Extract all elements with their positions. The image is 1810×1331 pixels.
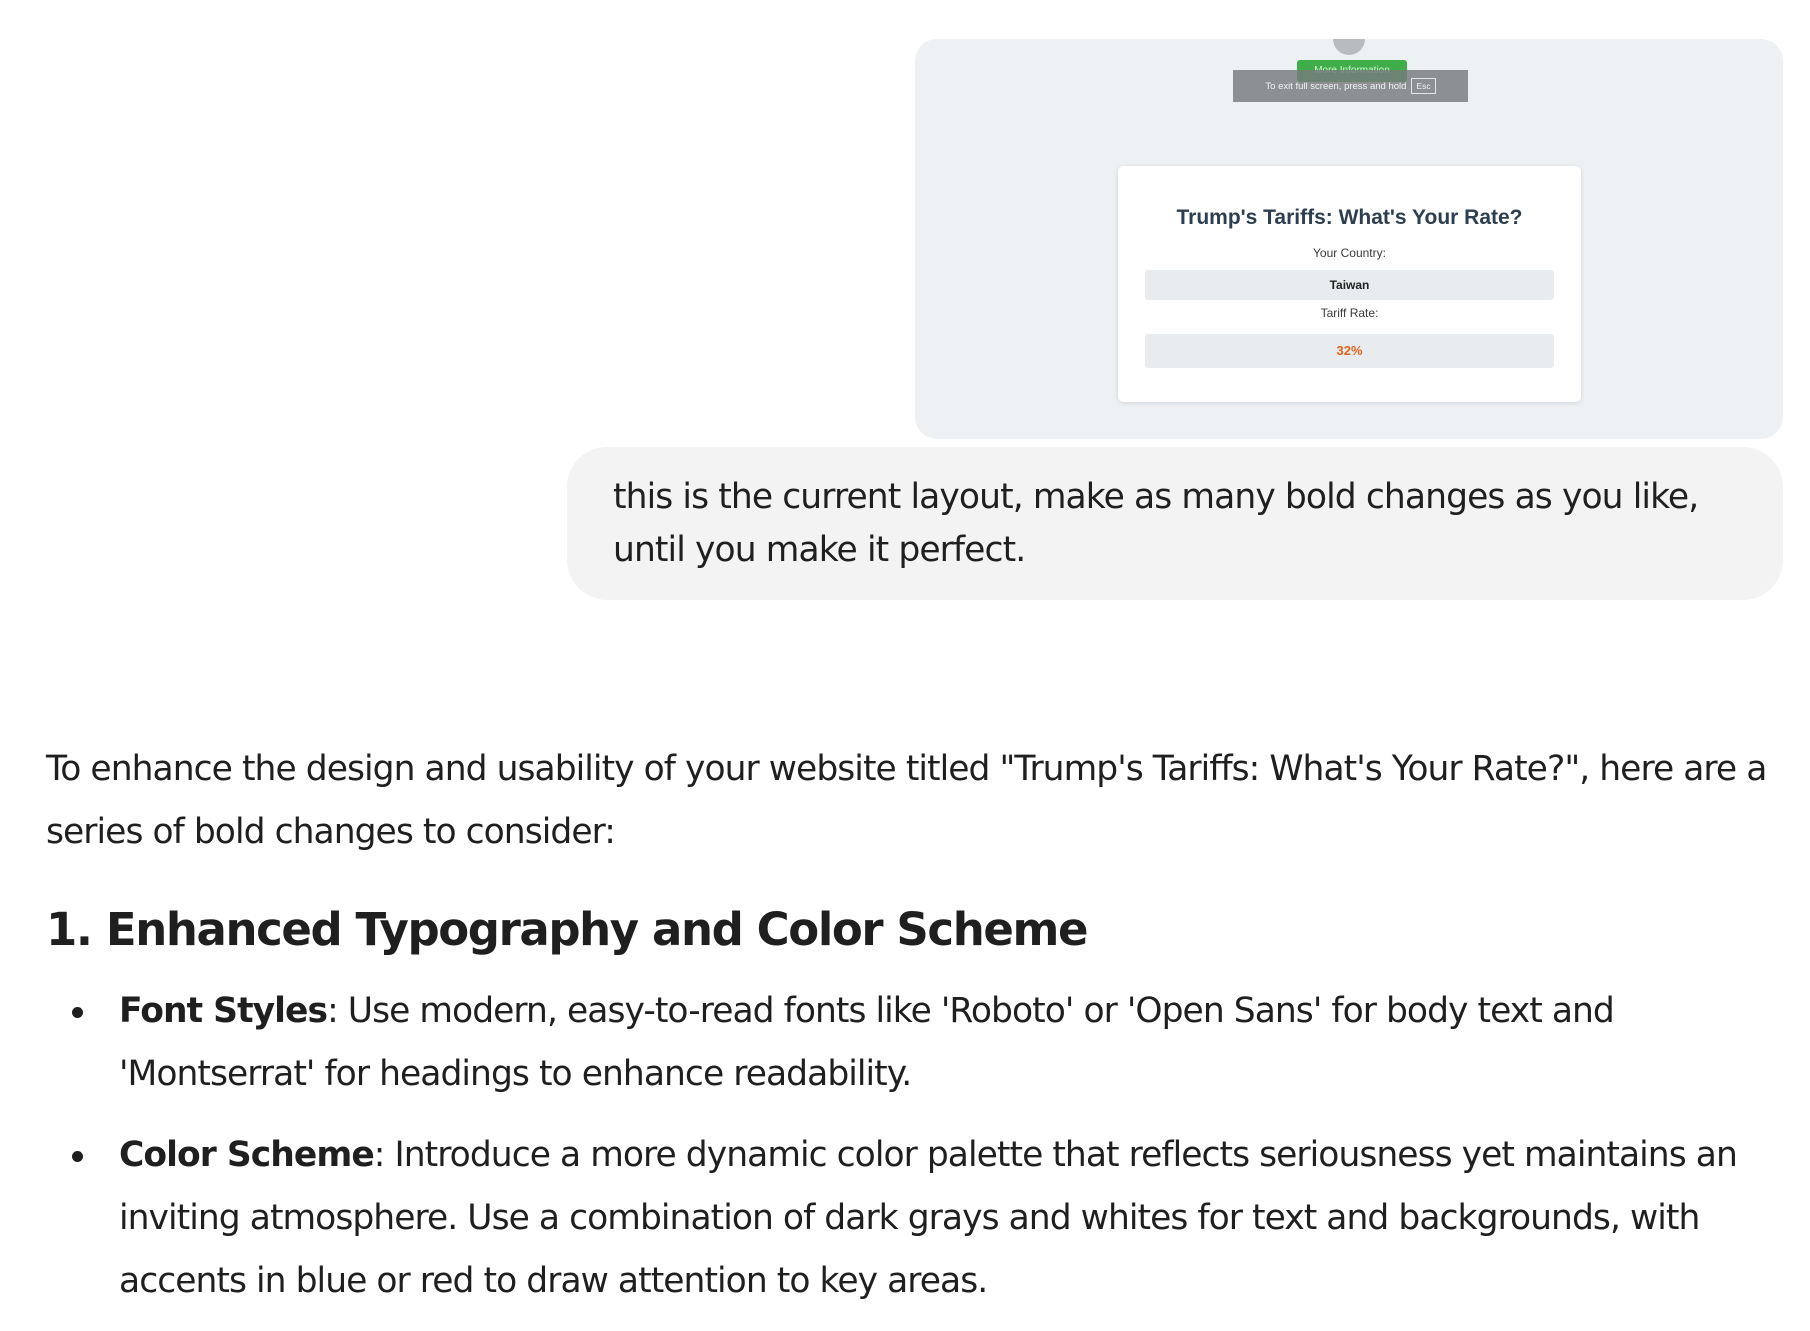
- user-message-bubble: this is the current layout, make as many bold changes as you like, until you make it perfect.: [567, 447, 1783, 600]
- reply-intro: To enhance the design and usability of your website titled "Trump's Tariffs: What's Your Rate?", here are a series of bold changes to consider:: [46, 749, 1767, 852]
- rate-label: Tariff Rate:: [1320, 306, 1379, 320]
- list-item-text: : Introduce a more dynamic color palette that reflects seriousness yet maintains an inviting atmosphere. Use a combination of dark grays and whites for text and backgrounds, with accents in blue or red to draw attention to key areas.: [119, 1135, 1737, 1301]
- country-label: Your Country:: [1313, 246, 1386, 260]
- bullet-list: [46, 980, 1790, 1313]
- cursor-dot: [1333, 39, 1365, 55]
- user-attachment-image[interactable]: [915, 39, 1783, 439]
- tariff-card: [1118, 166, 1581, 402]
- list-item-term: Font Styles: [119, 991, 328, 1031]
- country-value: Taiwan: [1145, 270, 1554, 300]
- bullet-icon: [72, 1007, 83, 1018]
- list-item-term: Color Scheme: [119, 1135, 374, 1175]
- bullet-icon: [72, 1151, 83, 1162]
- fullscreen-notice: [1233, 70, 1468, 102]
- card-title: Trump's Tariffs: What's Your Rate?: [1176, 206, 1523, 229]
- esc-key: Esc: [1411, 78, 1435, 94]
- section-heading: 1. Enhanced Typography and Color Scheme: [46, 903, 1088, 956]
- fullscreen-notice-text: To exit full screen, press and hold: [1265, 80, 1407, 92]
- assistant-reply: [46, 738, 1790, 1331]
- list-item: [46, 980, 1790, 1106]
- rate-value: 32%: [1145, 334, 1554, 368]
- list-item: [46, 1124, 1790, 1313]
- list-item-text: : Use modern, easy-to-read fonts like 'Roboto' or 'Open Sans' for body text and 'Montserrat' for headings to enhance readability.: [119, 991, 1614, 1094]
